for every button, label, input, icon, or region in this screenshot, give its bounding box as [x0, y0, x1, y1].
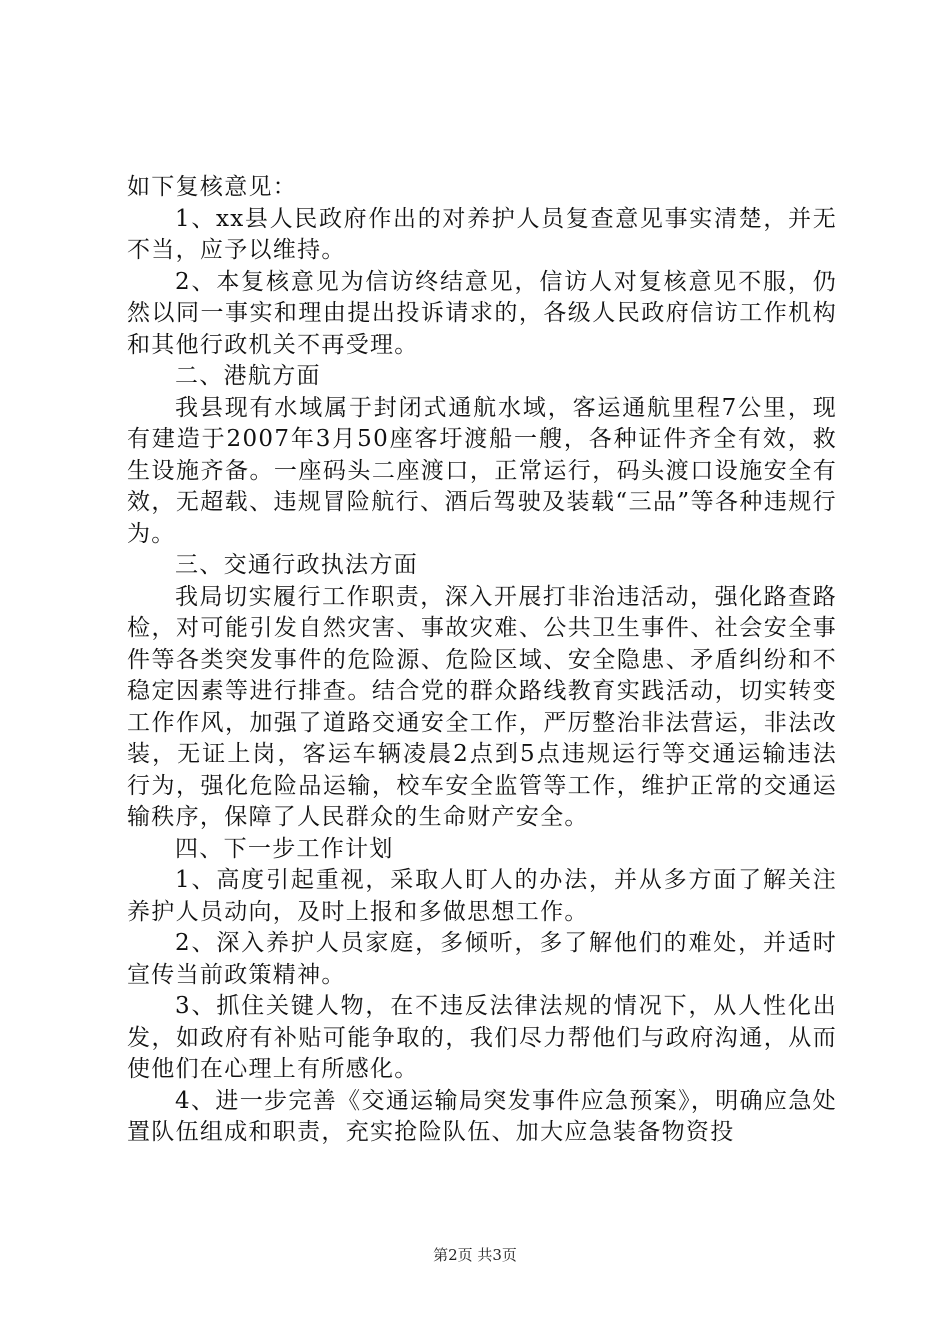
paragraph-plan-4: 4、进一步完善《交通运输局突发事件应急预案》，明确应急处置队伍组成和职责，充实抢险队伍、加大应急装备物资投: [127, 1087, 837, 1145]
paragraph-item-1: 1、xx县人民政府作出的对养护人员复查意见事实清楚，并无不当，应予以维持。: [127, 205, 837, 263]
paragraph-item-2: 2、本复核意见为信访终结意见，信访人对复核意见不服，仍然以同一事实和理由提出投诉请求的，各级人民政府信访工作机构和其他行政机关不再受理。: [127, 268, 837, 358]
paragraph-plan-3: 3、抓住关键人物，在不违反法律法规的情况下，从人性化出发，如政府有补贴可能争取的，我们尽力帮他们与政府沟通，从而使他们在心理上有所感化。: [127, 993, 837, 1082]
paragraph-plan-2: 2、深入养护人员家庭，多倾听，多了解他们的难处，并适时宣传当前政策精神。: [127, 930, 837, 988]
paragraph-intro: 如下复核意见：: [127, 174, 298, 200]
section-heading-port: 二、港航方面: [175, 363, 321, 389]
page-number-footer: 第2页 共3页: [433, 1246, 517, 1264]
section-heading-enforcement: 三、交通行政执法方面: [175, 552, 418, 578]
paragraph-port: 我县现有水域属于封闭式通航水域，客运通航里程7公里，现有建造于2007年3月50座客圩渡船一艘，各种证件齐全有效，救生设施齐备。一座码头二座渡口，正常运行，码头渡口设施安全有效，无超载、违规冒险航行、酒后驾驶及装载“三品”等各种违规行为。: [127, 394, 837, 547]
paragraph-enforcement: 我局切实履行工作职责，深入开展打非治违活动，强化路查路检，对可能引发自然灾害、事故灾难、公共卫生事件、社会安全事件等各类突发事件的危险源、危险区域、安全隐患、矛盾纠纷和不稳定因素等进行排查。结合党的群众路线教育实践活动，切实转变工作作风，加强了道路交通安全工作，严厉整治非法营运，非法改装，无证上岗，客运车辆凌晨2点到5点违规运行等交通运输违法行为，强化危险品运输，校车安全监管等工作，维护正常的交通运输秩序，保障了人民群众的生命财产安全。: [127, 583, 837, 830]
document-body: [127, 172, 837, 1149]
section-heading-plan: 四、下一步工作计划: [175, 835, 394, 862]
paragraph-plan-1: 1、高度引起重视，采取人盯人的办法，并从多方面了解关注养护人员动向，及时上报和多做思想工作。: [127, 867, 837, 925]
